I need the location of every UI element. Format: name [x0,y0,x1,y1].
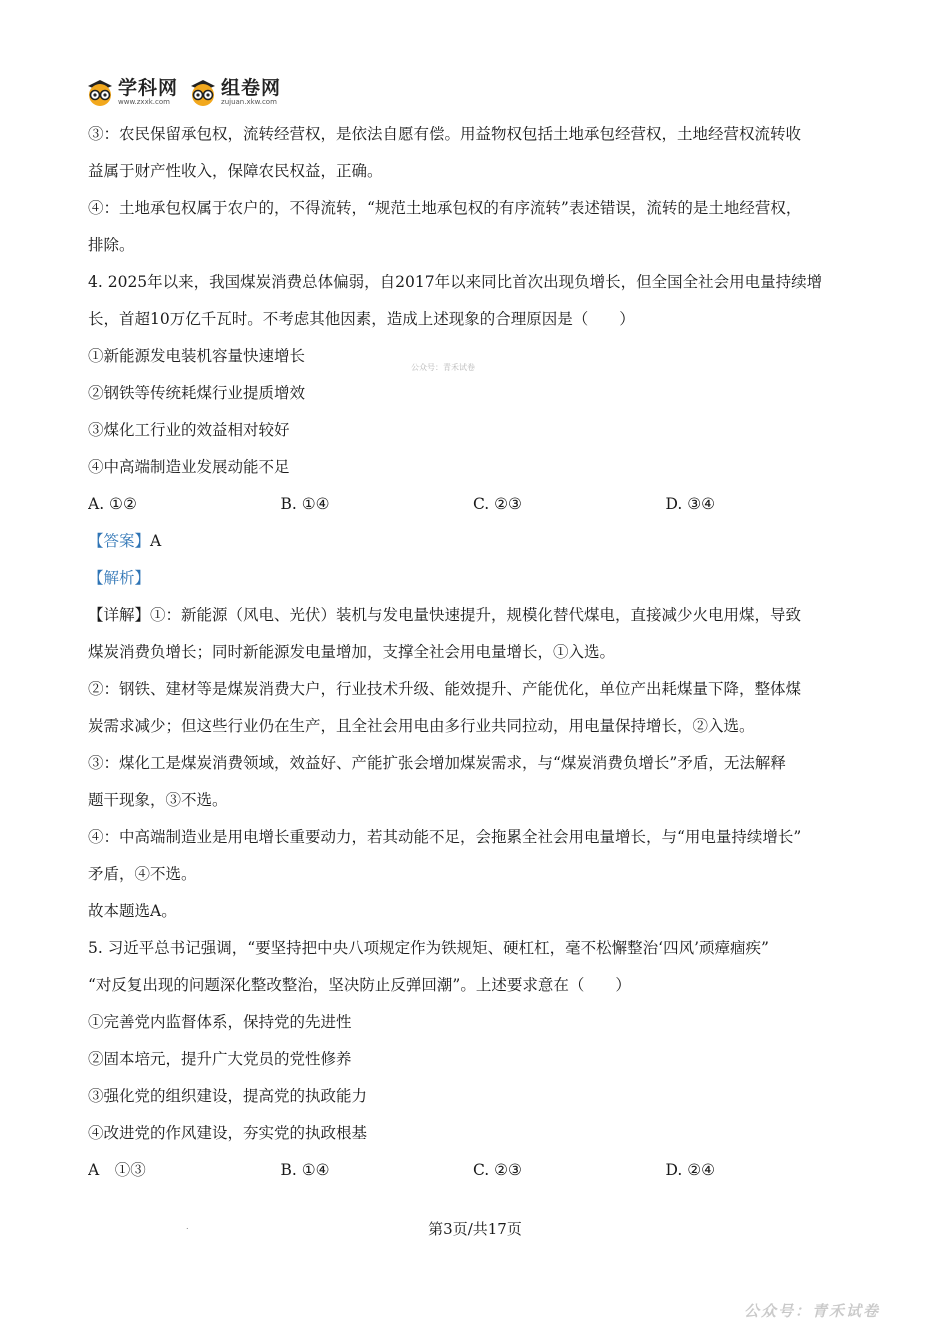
question-5-item: ①完善党内监督体系，保持党的先进性 [88,1013,352,1031]
question-4-item: ①新能源发电装机容量快速增长 [88,347,306,365]
answer-value: A [150,532,162,550]
text-line: 排除。 [88,236,135,254]
text-line: ④：土地承包权属于农户的，不得流转，“规范土地承包权的有序流转”表述错误，流转的是土地经营权， [88,199,802,217]
option-a: A. ①② [88,495,137,513]
question-4-item: ③煤化工行业的效益相对较好 [88,421,290,439]
question-4-options [88,486,858,523]
option-c: C. ②③ [473,495,522,513]
option-d: D. ③④ [665,495,716,513]
question-4-stem: 长，首超10万亿千瓦时。不考虑其他因素，造成上述现象的合理原因是（ ） [88,310,635,328]
text-line: 益属于财产性收入，保障农民权益，正确。 [88,162,383,180]
zujuan-logo [188,77,281,107]
question-4-item: ②钢铁等传统耗煤行业提质增效 [88,384,306,402]
logo-name-zujuan: 组卷网 [221,76,282,99]
text-line: ③：农民保留承包权，流转经营权，是依法自愿有偿。用益物权包括土地承包经营权，土地经营权流转收 [88,125,802,143]
answer-line [88,523,858,560]
mascot-icon [188,77,218,107]
watermark-bottom: 公众号：青禾试卷 [743,1302,880,1320]
document-body [88,116,858,1189]
question-5-options [88,1152,858,1189]
zxxk-logo [85,77,178,107]
text-line: ③：煤化工是煤炭消费领域，效益好、产能扩张会增加煤炭需求，与“煤炭消费负增长”矛盾，无法解释 [88,754,786,772]
detail-text: ①：新能源（风电、光伏）装机与发电量快速提升，规模化替代煤电，直接减少火电用煤，导致 [150,606,802,624]
text-line: ②：钢铁、建材等是煤炭消费大户，行业技术升级、能效提升、产能优化，单位产出耗煤量下降，整体煤 [88,680,802,698]
logo-name-zxxk: 学科网 [118,76,179,99]
text-line: 炭需求减少；但这些行业仍在生产，且全社会用电由多行业共同拉动，用电量保持增长，②入选。 [88,717,755,735]
question-4-item: ④中高端制造业发展动能不足 [88,458,290,476]
text-line: 煤炭消费负增长；同时新能源发电量增加，支撑全社会用电量增长，①入选。 [88,643,616,661]
option-b: B. ①④ [280,1161,330,1179]
text-line: 题干现象，③不选。 [88,791,228,809]
question-5-stem: 5. 习近平总书记强调，“要坚持把中央八项规定作为铁规矩、硬杠杠，毫不松懈整治‘四风’顽瘴痼疾” [88,939,769,957]
option-a: A ①③ [88,1161,146,1179]
analysis-tag: 【解析】 [88,569,151,587]
question-5-item: ④改进党的作风建设，夯实党的执政根基 [88,1124,368,1142]
answer-tag: 【答案】 [88,532,151,550]
detail-line [88,597,858,634]
analysis-line [88,560,858,597]
mascot-icon [85,77,115,107]
question-5-stem: “对反复出现的问题深化整改整治，坚决防止反弹回潮”。上述要求意在（ ） [88,976,631,994]
question-5-item: ③强化党的组织建设，提高党的执政能力 [88,1087,368,1105]
footer-dot: . [186,1222,189,1231]
question-4-stem: 4. 2025年以来，我国煤炭消费总体偏弱，自2017年以来同比首次出现负增长，但全国全社会用电量持续增 [88,273,823,291]
option-b: B. ①④ [280,495,330,513]
text-line: 故本题选A。 [88,902,177,920]
option-c: C. ②③ [473,1161,522,1179]
option-d: D. ②④ [665,1161,716,1179]
text-line: ④：中高端制造业是用电增长重要动力，若其动能不足，会拖累全社会用电量增长，与“用电量持续增长” [88,828,802,846]
question-5-item: ②固本培元，提升广大党员的党性修养 [88,1050,352,1068]
watermark-small: 公众号：青禾试卷 [411,363,475,372]
detail-tag: 【详解】 [88,606,151,624]
logo-url-zxxk: www.zxxk.com [118,97,170,106]
logo-url-zujuan: zujuan.xkw.com [221,97,277,106]
header-logos [85,75,281,109]
text-line: 矛盾，④不选。 [88,865,197,883]
page-number: 第3页/共17页 [428,1220,522,1238]
